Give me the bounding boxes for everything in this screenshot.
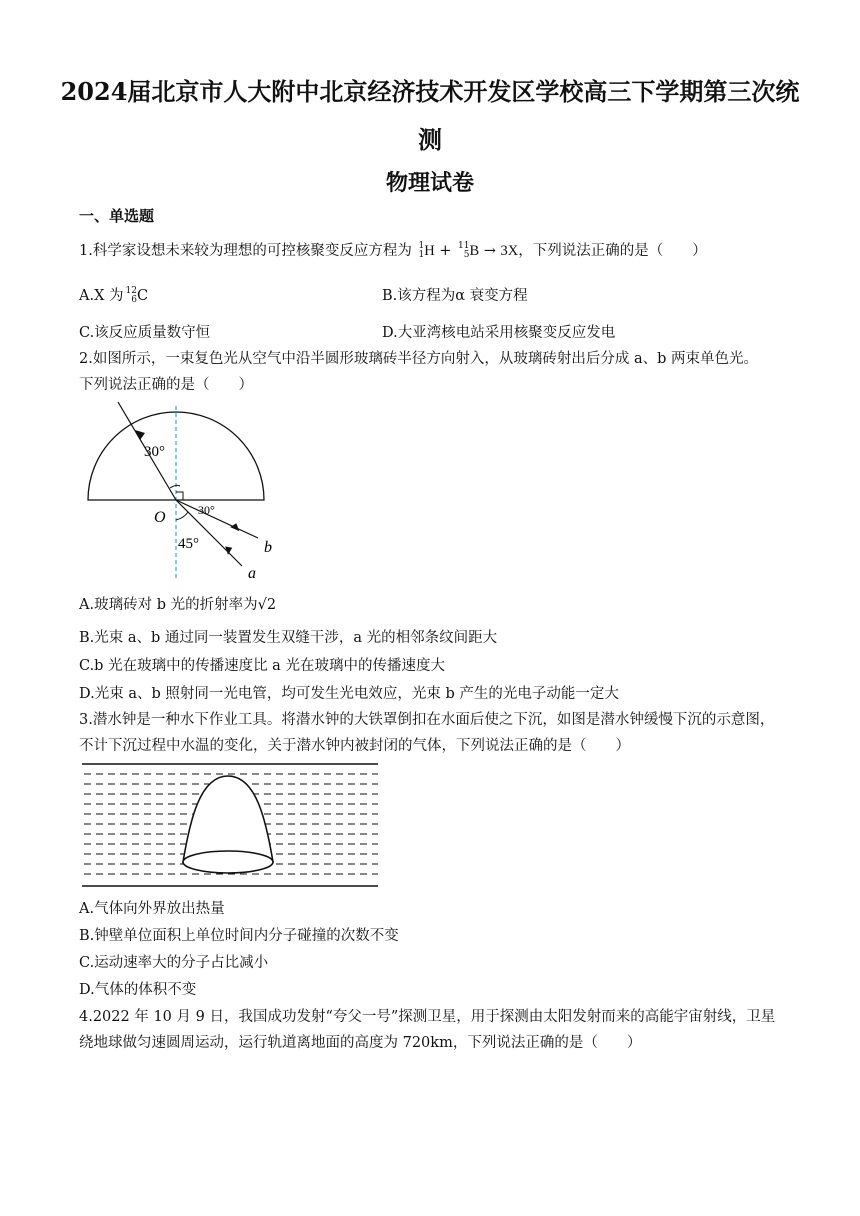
page-title-line1: 2024届北京市人大附中北京经济技术开发区学校高三下学期第三次统: [60, 77, 800, 106]
q2-option-b: B.光束 a、b 通过同一装置发生双缝干涉，a 光的相邻条纹间距大: [79, 630, 498, 646]
angle-arc-bottom: [176, 512, 188, 520]
q2-option-a: A.玻璃砖对 b 光的折射率为√2: [79, 597, 277, 613]
q2-option-d: D.光束 a、b 照射同一光电管，均可发生光电效应，光束 b 产生的光电子动能一定大: [79, 686, 619, 702]
plus-sign: +: [439, 243, 452, 259]
q1-option-a: [79, 285, 148, 307]
ray-b: [176, 500, 258, 538]
h-atomic-number: 1: [418, 250, 425, 260]
semicircle-glass-figure: [80, 400, 280, 585]
c-mass-number: 12: [125, 286, 137, 296]
q1-option-a-text: A.X 为: [79, 288, 124, 304]
point-o-label: O: [154, 509, 166, 526]
q1-stem: [79, 240, 707, 262]
incident-arrow-icon: [135, 430, 145, 440]
c-atomic-number: 6: [131, 295, 137, 305]
q4-stem-line1: 4.2022 年 10 月 9 日，我国成功发射“夸父一号”探测卫星，用于探测由太阳发射而来的高能宇宙射线，卫星: [79, 1009, 776, 1025]
q1-stem-post: ，下列说法正确的是（ ）: [518, 243, 707, 259]
angle-label-top: 30°: [144, 444, 165, 460]
ray-a-arrow-icon: [222, 544, 233, 555]
diving-bell-opening: [183, 851, 273, 873]
q3-option-b: B.钟壁单位面积上单位时间内分子碰撞的次数不变: [79, 928, 399, 944]
q3-option-a: A.气体向外界放出热量: [79, 901, 225, 917]
ray-b-label: b: [264, 539, 272, 556]
q3-stem-line1: 3.潜水钟是一种水下作业工具。将潜水钟的大铁罩倒扣在水面后使之下沉，如图是潜水钟缓慢下沉的示意图，: [79, 712, 775, 728]
product-symbol: 3X: [500, 243, 519, 259]
diving-bell: [183, 776, 273, 862]
h-mass-number: 1: [418, 241, 425, 251]
q2-stem-line1: 2.如图所示，一束复色光从空气中沿半圆形玻璃砖半径方向射入，从玻璃砖射出后分成 a、b 两束单色光。: [79, 351, 758, 367]
page-title-line2: 测: [418, 125, 442, 154]
q3-option-d: D.气体的体积不变: [79, 982, 197, 998]
h-symbol: H: [424, 243, 435, 259]
b-atomic-number: 5: [463, 250, 470, 260]
c-symbol: C: [136, 288, 149, 304]
b-symbol: B: [469, 243, 480, 259]
angle-label-right: 30°: [198, 503, 215, 517]
q1-option-b: B.该方程为α 衰变方程: [382, 288, 528, 304]
section-heading: 一、单选题: [79, 207, 155, 225]
q3-option-c: C.运动速率大的分子占比减小: [79, 955, 269, 971]
q1-option-c: C.该反应质量数守恒: [79, 325, 211, 341]
q1-option-d: D.大亚湾核电站采用核聚变反应发电: [382, 325, 616, 341]
q3-stem-line2: 不计下沉过程中水温的变化，关于潜水钟内被封闭的气体，下列说法正确的是（ ）: [79, 738, 630, 754]
q2-option-c: C.b 光在玻璃中的传播速度比 a 光在玻璃中的传播速度大: [79, 658, 445, 674]
q4-stem-line2: 绕地球做匀速圆周运动，运行轨道离地面的高度为 720km，下列说法正确的是（ ）: [79, 1035, 642, 1051]
angle-label-bottom: 45°: [178, 536, 199, 552]
angle-arc-top: [170, 485, 180, 488]
right-angle-mark: [176, 492, 183, 500]
b-mass-number: 11: [458, 241, 470, 251]
ray-a-label: a: [248, 565, 256, 582]
diving-bell-figure: [80, 760, 380, 890]
q2-stem-line2: 下列说法正确的是（ ）: [79, 377, 253, 393]
q1-stem-pre: 1.科学家设想未来较为理想的可控核聚变反应方程为: [79, 243, 412, 259]
page-subtitle: 物理试卷: [385, 170, 474, 196]
arrow-symbol: →: [483, 243, 496, 259]
